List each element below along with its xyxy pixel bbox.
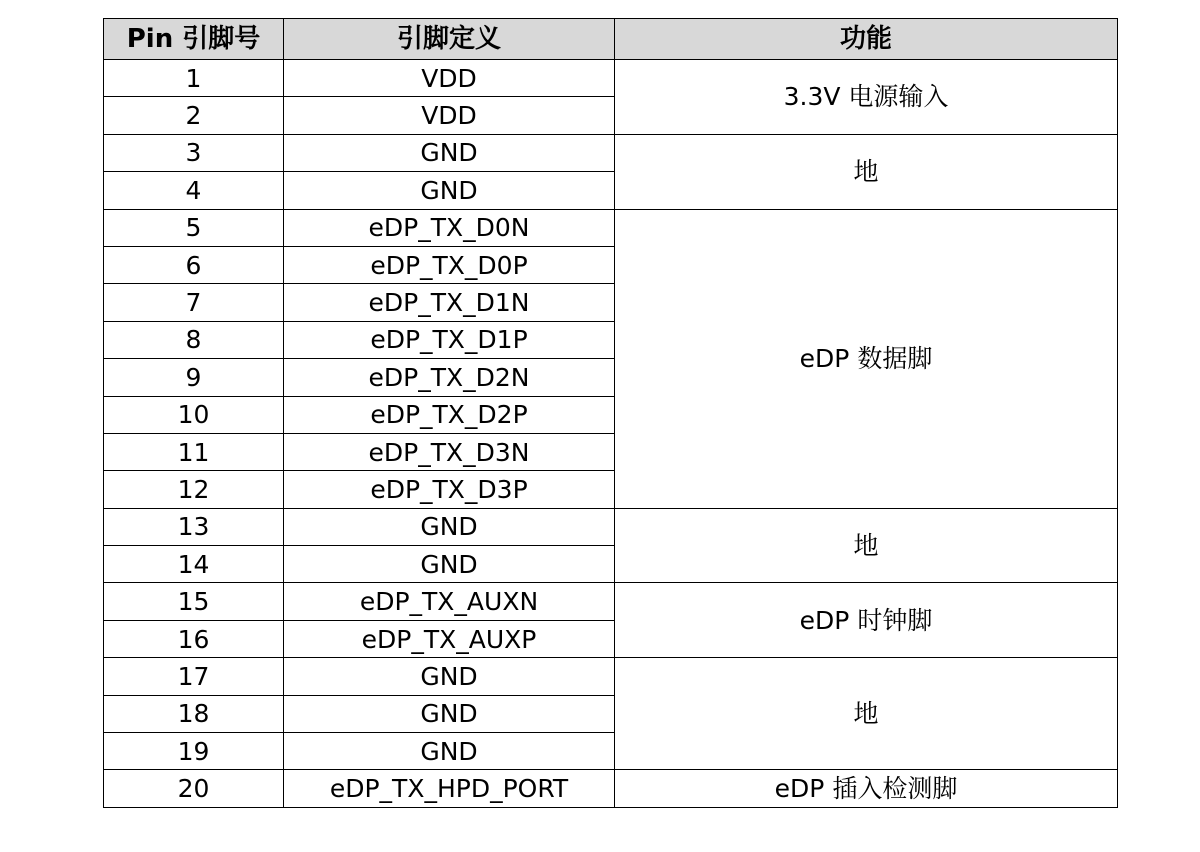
- pin-definition-cell: eDP_TX_D3P: [284, 471, 615, 508]
- pin-number-cell: 10: [104, 396, 284, 433]
- pin-number-cell: 15: [104, 583, 284, 620]
- function-cell: eDP 数据脚: [615, 209, 1118, 508]
- pin-definition-cell: eDP_TX_AUXN: [284, 583, 615, 620]
- pin-number-cell: 8: [104, 321, 284, 358]
- pin-number-cell: 6: [104, 246, 284, 283]
- pin-number-cell: 18: [104, 695, 284, 732]
- pin-definition-cell: eDP_TX_D0N: [284, 209, 615, 246]
- header-pin-number: Pin 引脚号: [104, 19, 284, 60]
- header-pin-definition: 引脚定义: [284, 19, 615, 60]
- pin-definition-cell: VDD: [284, 60, 615, 97]
- pin-definition-cell: eDP_TX_D3N: [284, 433, 615, 470]
- pin-definition-cell: VDD: [284, 97, 615, 134]
- table-row: [104, 583, 1118, 620]
- pin-number-cell: 11: [104, 433, 284, 470]
- pin-definition-cell: eDP_TX_AUXP: [284, 620, 615, 657]
- table-row: [104, 134, 1118, 171]
- function-cell: eDP 插入检测脚: [615, 770, 1118, 807]
- pin-number-cell: 9: [104, 359, 284, 396]
- function-cell: 地: [615, 134, 1118, 209]
- table-row: [104, 658, 1118, 695]
- function-cell: eDP 时钟脚: [615, 583, 1118, 658]
- pin-number-cell: 2: [104, 97, 284, 134]
- pin-definition-cell: GND: [284, 508, 615, 545]
- table-body: [104, 60, 1118, 808]
- pin-number-cell: 7: [104, 284, 284, 321]
- pin-number-cell: 4: [104, 172, 284, 209]
- table-row: [104, 209, 1118, 246]
- table-row: [104, 770, 1118, 807]
- pin-number-cell: 5: [104, 209, 284, 246]
- header-function: 功能: [615, 19, 1118, 60]
- table-row: [104, 60, 1118, 97]
- pin-definition-cell: GND: [284, 658, 615, 695]
- pin-number-cell: 3: [104, 134, 284, 171]
- pin-definition-cell: GND: [284, 546, 615, 583]
- table-header-row: [104, 19, 1118, 60]
- pin-definition-cell: eDP_TX_D2N: [284, 359, 615, 396]
- pin-number-cell: 12: [104, 471, 284, 508]
- pin-definition-cell: eDP_TX_D0P: [284, 246, 615, 283]
- pin-definition-table: [103, 18, 1118, 808]
- pin-definition-cell: GND: [284, 733, 615, 770]
- pin-number-cell: 17: [104, 658, 284, 695]
- function-cell: 地: [615, 508, 1118, 583]
- pin-definition-cell: GND: [284, 695, 615, 732]
- pin-number-cell: 13: [104, 508, 284, 545]
- pin-definition-cell: eDP_TX_HPD_PORT: [284, 770, 615, 807]
- pin-number-cell: 1: [104, 60, 284, 97]
- pin-definition-cell: eDP_TX_D2P: [284, 396, 615, 433]
- pin-number-cell: 16: [104, 620, 284, 657]
- pin-number-cell: 20: [104, 770, 284, 807]
- pin-definition-cell: eDP_TX_D1P: [284, 321, 615, 358]
- function-cell: 地: [615, 658, 1118, 770]
- table-row: [104, 508, 1118, 545]
- pin-definition-cell: GND: [284, 134, 615, 171]
- pin-number-cell: 19: [104, 733, 284, 770]
- pin-number-cell: 14: [104, 546, 284, 583]
- function-cell: 3.3V 电源输入: [615, 60, 1118, 135]
- pin-definition-cell: eDP_TX_D1N: [284, 284, 615, 321]
- pin-definition-cell: GND: [284, 172, 615, 209]
